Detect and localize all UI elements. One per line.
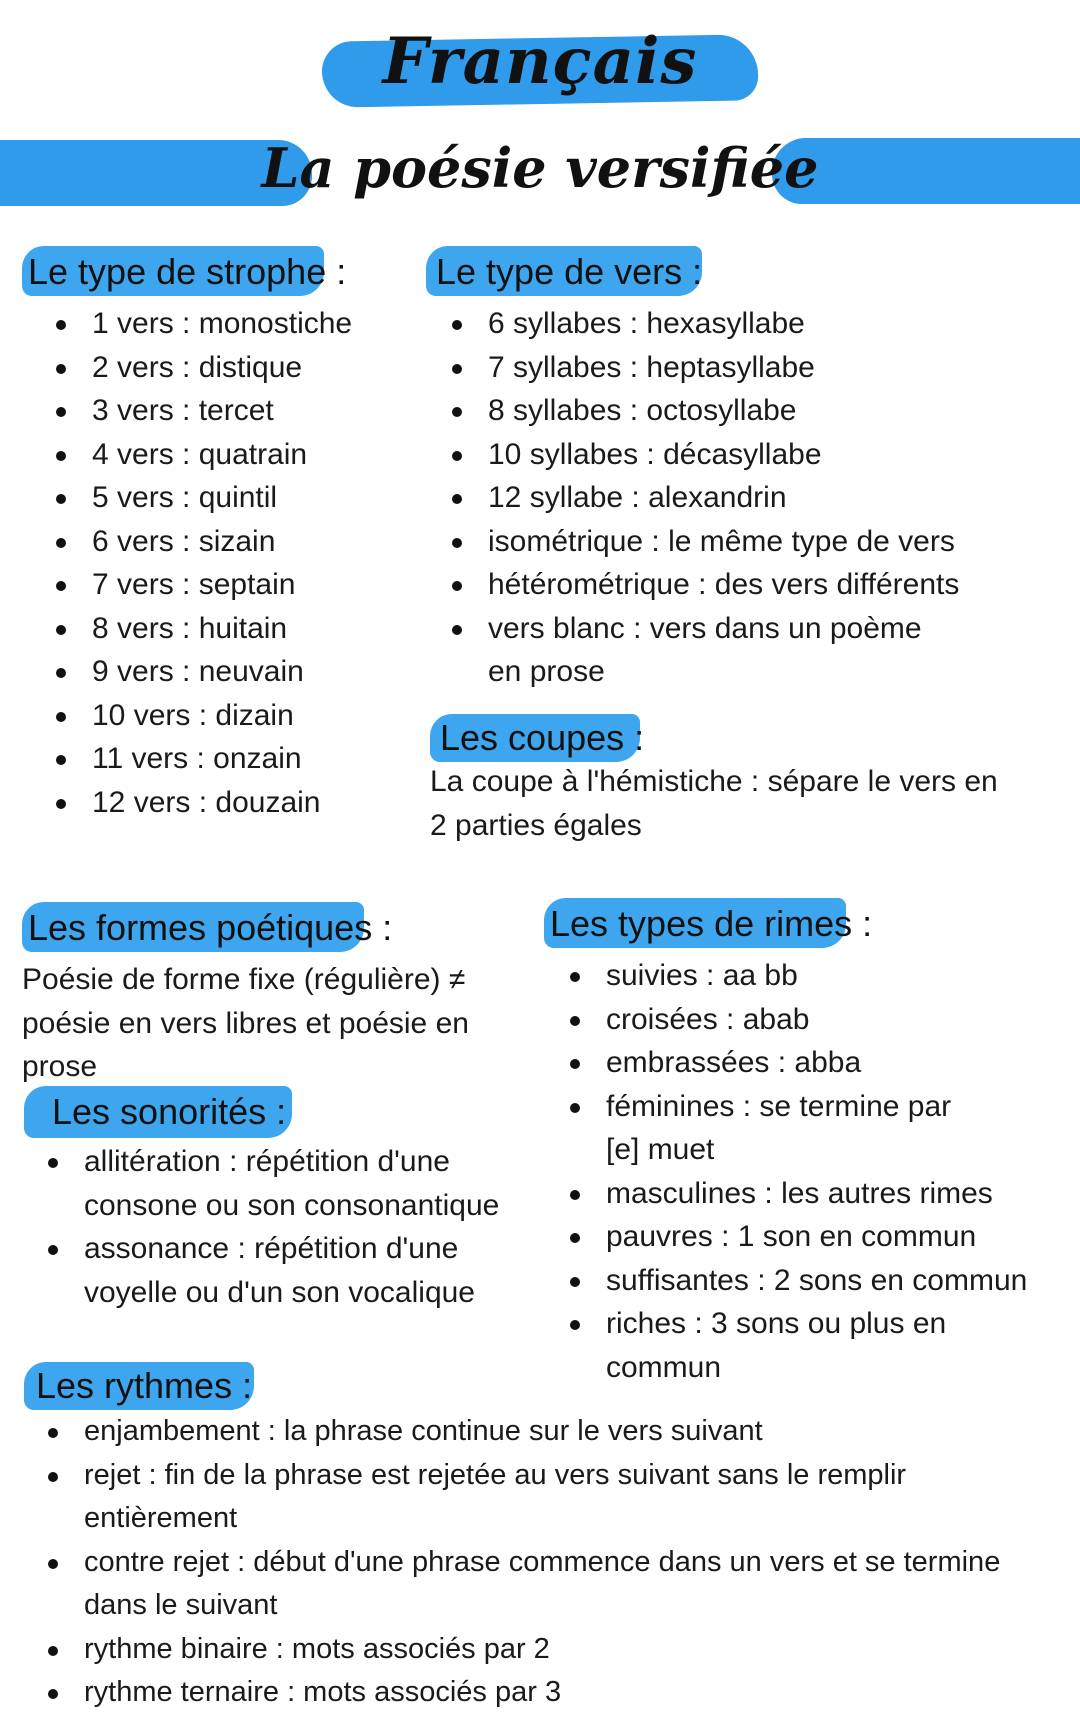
list-item: rythme binaire : mots associés par 2 <box>44 1628 1064 1672</box>
list-item: isométrique : le même type de vers <box>448 520 968 564</box>
page-subtitle: La poésie versifiée <box>261 136 819 200</box>
list-item: allitération : répétition d'une consone ou son consonantique <box>44 1140 544 1227</box>
rythmes-list <box>44 1410 1064 1715</box>
list-item: 9 vers : neuvain <box>52 650 392 694</box>
list-item: vers blanc : vers dans un poème en prose <box>448 607 928 694</box>
list-item: 3 vers : tercet <box>52 389 392 433</box>
strophe-list <box>52 302 392 824</box>
strophe-heading: Le type de strophe : <box>28 251 347 292</box>
list-item: embrassées : abba <box>566 1041 1056 1085</box>
coupes-heading: Les coupes : <box>440 717 645 758</box>
list-item: 12 syllabe : alexandrin <box>448 476 968 520</box>
list-item: 6 syllabes : hexasyllabe <box>448 302 968 346</box>
list-item: enjambement : la phrase continue sur le vers suivant <box>44 1410 1064 1454</box>
rythmes-heading: Les rythmes : <box>36 1365 253 1406</box>
rimes-list <box>566 954 1056 1389</box>
formes-text: Poésie de forme fixe (régulière) ≠ poésie en vers libres et poésie en prose <box>22 963 469 1083</box>
rimes-heading: Les types de rimes : <box>550 903 873 944</box>
list-item: 2 vers : distique <box>52 346 392 390</box>
vers-heading: Le type de vers : <box>436 251 703 292</box>
list-item: hétérométrique : des vers différents <box>448 563 968 607</box>
list-item: féminines : se termine par [e] muet <box>566 1085 986 1172</box>
sonorites-heading: Les sonorités : <box>52 1091 287 1132</box>
list-item: 5 vers : quintil <box>52 476 392 520</box>
list-item: contre rejet : début d'une phrase commence dans un vers et se termine dans le suivant <box>44 1541 1064 1628</box>
list-item: 1 vers : monostiche <box>52 302 392 346</box>
list-item: 10 vers : dizain <box>52 694 392 738</box>
page-title: Français <box>382 24 698 99</box>
list-item: 10 syllabes : décasyllabe <box>448 433 968 477</box>
vers-list <box>448 302 968 694</box>
list-item: 8 syllabes : octosyllabe <box>448 389 968 433</box>
sonorites-list <box>44 1140 544 1314</box>
list-item: pauvres : 1 son en commun <box>566 1215 1056 1259</box>
list-item: 4 vers : quatrain <box>52 433 392 477</box>
list-item: rythme ternaire : mots associés par 3 <box>44 1671 1064 1715</box>
list-item: 7 syllabes : heptasyllabe <box>448 346 968 390</box>
list-item: 7 vers : septain <box>52 563 392 607</box>
list-item: 8 vers : huitain <box>52 607 392 651</box>
list-item: rejet : fin de la phrase est rejetée au vers suivant sans le remplir entièrement <box>44 1454 1064 1541</box>
list-item: 11 vers : onzain <box>52 737 392 781</box>
formes-heading: Les formes poétiques : <box>28 907 393 948</box>
list-item: 12 vers : douzain <box>52 781 392 825</box>
list-item: suffisantes : 2 sons en commun <box>566 1259 1056 1303</box>
list-item: 6 vers : sizain <box>52 520 392 564</box>
coupes-text: La coupe à l'hémistiche : sépare le vers en 2 parties égales <box>430 765 998 842</box>
list-item: assonance : répétition d'une voyelle ou d'un son vocalique <box>44 1227 544 1314</box>
list-item: masculines : les autres rimes <box>566 1172 1056 1216</box>
list-item: riches : 3 sons ou plus en commun <box>566 1302 1056 1389</box>
list-item: croisées : abab <box>566 998 1056 1042</box>
list-item: suivies : aa bb <box>566 954 1056 998</box>
